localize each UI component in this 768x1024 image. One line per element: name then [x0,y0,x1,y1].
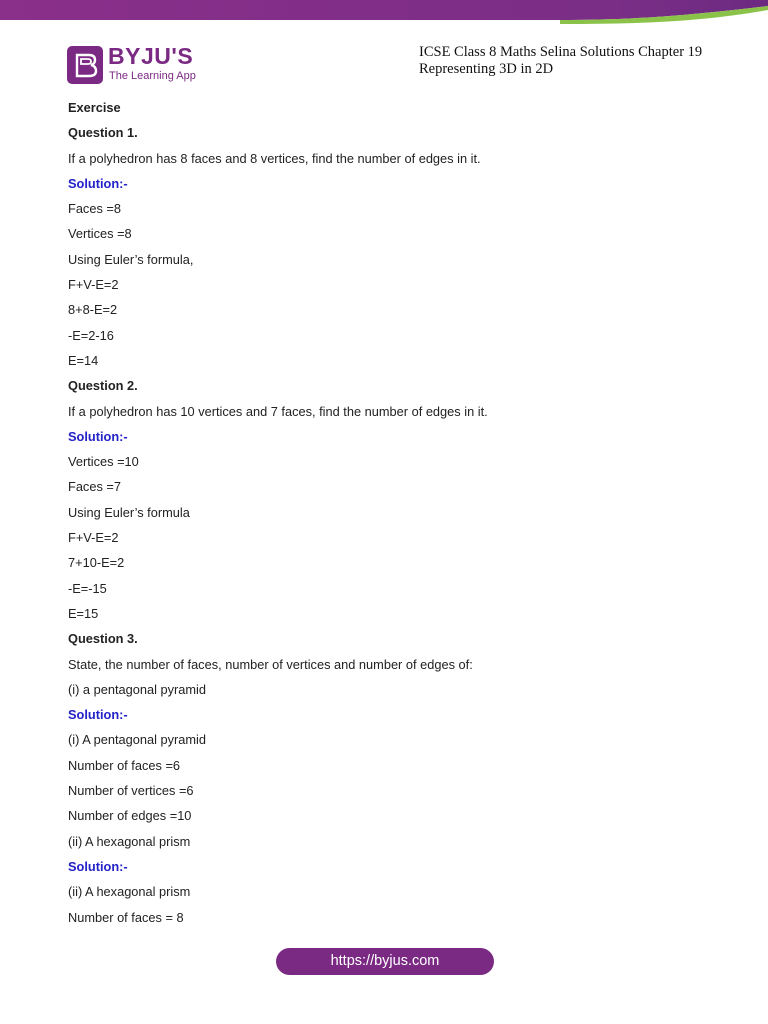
body-text-line: 8+8-E=2 [68,302,118,318]
byjus-website-link[interactable]: https://byjus.com [276,948,494,975]
solution-heading: Solution:- [68,428,128,444]
body-text-line: (ii) A hexagonal prism [68,884,191,900]
body-text-line: Vertices =10 [68,454,139,470]
body-text-line: Number of faces =6 [68,757,181,773]
body-text-line: E=14 [68,352,99,368]
body-text-line: (i) A pentagonal pyramid [68,732,207,748]
title-line-1: ICSE Class 8 Maths Selina Solutions Chapter 19 [419,44,703,60]
section-heading: Exercise [68,100,121,115]
question-heading: Question 3. [68,631,138,647]
body-text-line: F+V-E=2 [68,277,119,293]
logo-wordmark: BYJU'S [108,43,194,69]
body-text-line: Number of faces = 8 [68,909,184,925]
body-text-line: Vertices =8 [68,226,132,242]
byjus-logo [67,43,207,86]
solution-heading: Solution:- [68,707,128,723]
body-text-line: Faces =8 [68,201,121,217]
document-body [68,97,728,932]
solution-heading: Solution:- [68,175,128,191]
document-title [419,44,739,78]
logo-tagline: The Learning App [109,70,196,82]
body-text-line: -E=-15 [68,580,107,596]
body-text-line: Faces =7 [68,479,121,495]
logo-emblem [67,46,103,84]
body-text-line: If a polyhedron has 8 faces and 8 vertices, find the number of edges in it. [68,150,481,166]
title-line-2: Representing 3D in 2D [419,61,554,77]
body-text-line: If a polyhedron has 10 vertices and 7 faces, find the number of edges in it. [68,403,488,419]
body-text-line: 7+10-E=2 [68,555,125,571]
question-heading: Question 2. [68,378,138,394]
body-text-line: E=15 [68,605,99,621]
body-text-line: Using Euler’s formula, [68,251,194,267]
top-decorative-band [0,0,768,24]
question-heading: Question 1. [68,125,138,141]
body-text-line: (ii) A hexagonal prism [68,833,191,849]
body-text-line: (i) a pentagonal pyramid [68,681,206,697]
body-text-line: State, the number of faces, number of vertices and number of edges of: [68,656,473,672]
body-text-line: F+V-E=2 [68,530,119,546]
body-text-line: Number of vertices =6 [68,783,194,799]
body-text-line: -E=2-16 [68,327,114,343]
body-text-line: Number of edges =10 [68,808,192,824]
solution-heading: Solution:- [68,858,128,874]
body-text-line: Using Euler’s formula [68,504,190,520]
